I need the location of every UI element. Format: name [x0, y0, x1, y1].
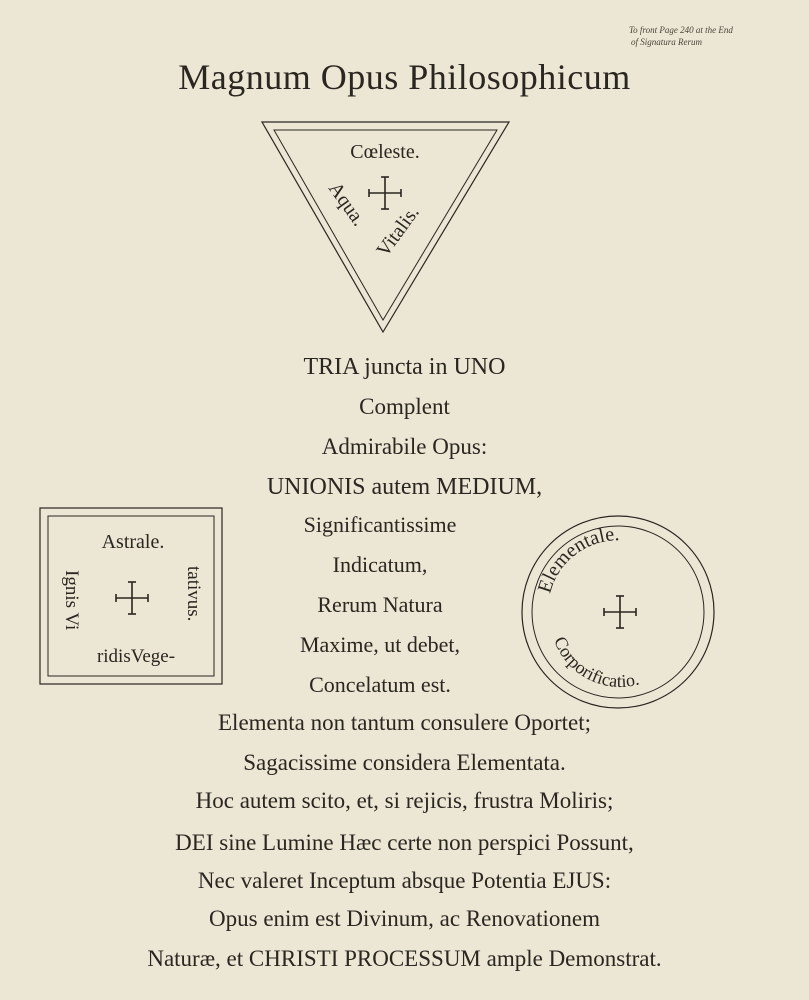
center-line: UNIONIS autem MEDIUM, — [266, 474, 543, 500]
triangle-left-path: Aqua. — [323, 178, 370, 231]
cross-potent-icon — [369, 177, 401, 209]
square-left-label: Ignis Vi — [61, 570, 82, 631]
center-line: Rerum Natura — [317, 592, 443, 617]
circle-figure — [518, 512, 718, 712]
closing-line: DEI sine Lumine Hæc certe non perspici Possunt, — [175, 830, 634, 855]
cross-potent-icon — [116, 582, 148, 614]
closing-line: Elementa non tantum consulere Oportet; — [218, 710, 591, 735]
circle-top-label — [534, 523, 620, 595]
closing-line: Opus enim est Divinum, ac Renovationem — [209, 906, 600, 931]
square-bottom-label: ridisVege- — [96, 646, 176, 667]
circle-top-path: Elementale. — [533, 523, 620, 596]
triangle-left-label — [324, 178, 370, 230]
closing-line: Nec valeret Inceptum absque Potentia EJUS: — [197, 868, 612, 893]
circle-bottom-label — [550, 634, 641, 691]
square-figure — [38, 506, 228, 692]
cross-potent-icon — [604, 596, 636, 628]
center-line: Significantissime — [303, 512, 457, 537]
center-line: Maxime, ut debet, — [299, 632, 461, 657]
center-line: Concelatum est. — [309, 672, 451, 697]
center-line: TRIA juncta in UNO — [303, 354, 506, 380]
center-line: Indicatum, — [332, 552, 428, 577]
page-title: Magnum Opus Philosophicum — [178, 57, 631, 97]
triangle-right-path: Vitalis. — [372, 201, 424, 261]
circle-bottom-path: Corporificatio. — [550, 633, 642, 691]
center-line: Admirabile Opus: — [321, 434, 488, 459]
center-line: Complent — [359, 394, 450, 419]
square-top-label: Astrale. — [101, 531, 165, 553]
square-right-label: tativus. — [183, 566, 204, 622]
triangle-top-label: Cœleste. — [350, 141, 420, 163]
plate-note-line-1: To front Page 240 at the End — [629, 25, 733, 35]
plate-note-line-2: of Signatura Rerum — [631, 37, 702, 47]
closing-line: Hoc autem scito, et, si rejicis, frustra Moliris; — [195, 788, 614, 813]
plate-note — [629, 24, 789, 48]
triangle-right-label — [372, 202, 424, 261]
triangle-figure — [258, 118, 513, 338]
closing-line: Sagacissime considera Elementata. — [243, 750, 566, 775]
closing-line: Naturæ, et CHRISTI PROCESSUM ample Demonstrat. — [147, 946, 662, 971]
